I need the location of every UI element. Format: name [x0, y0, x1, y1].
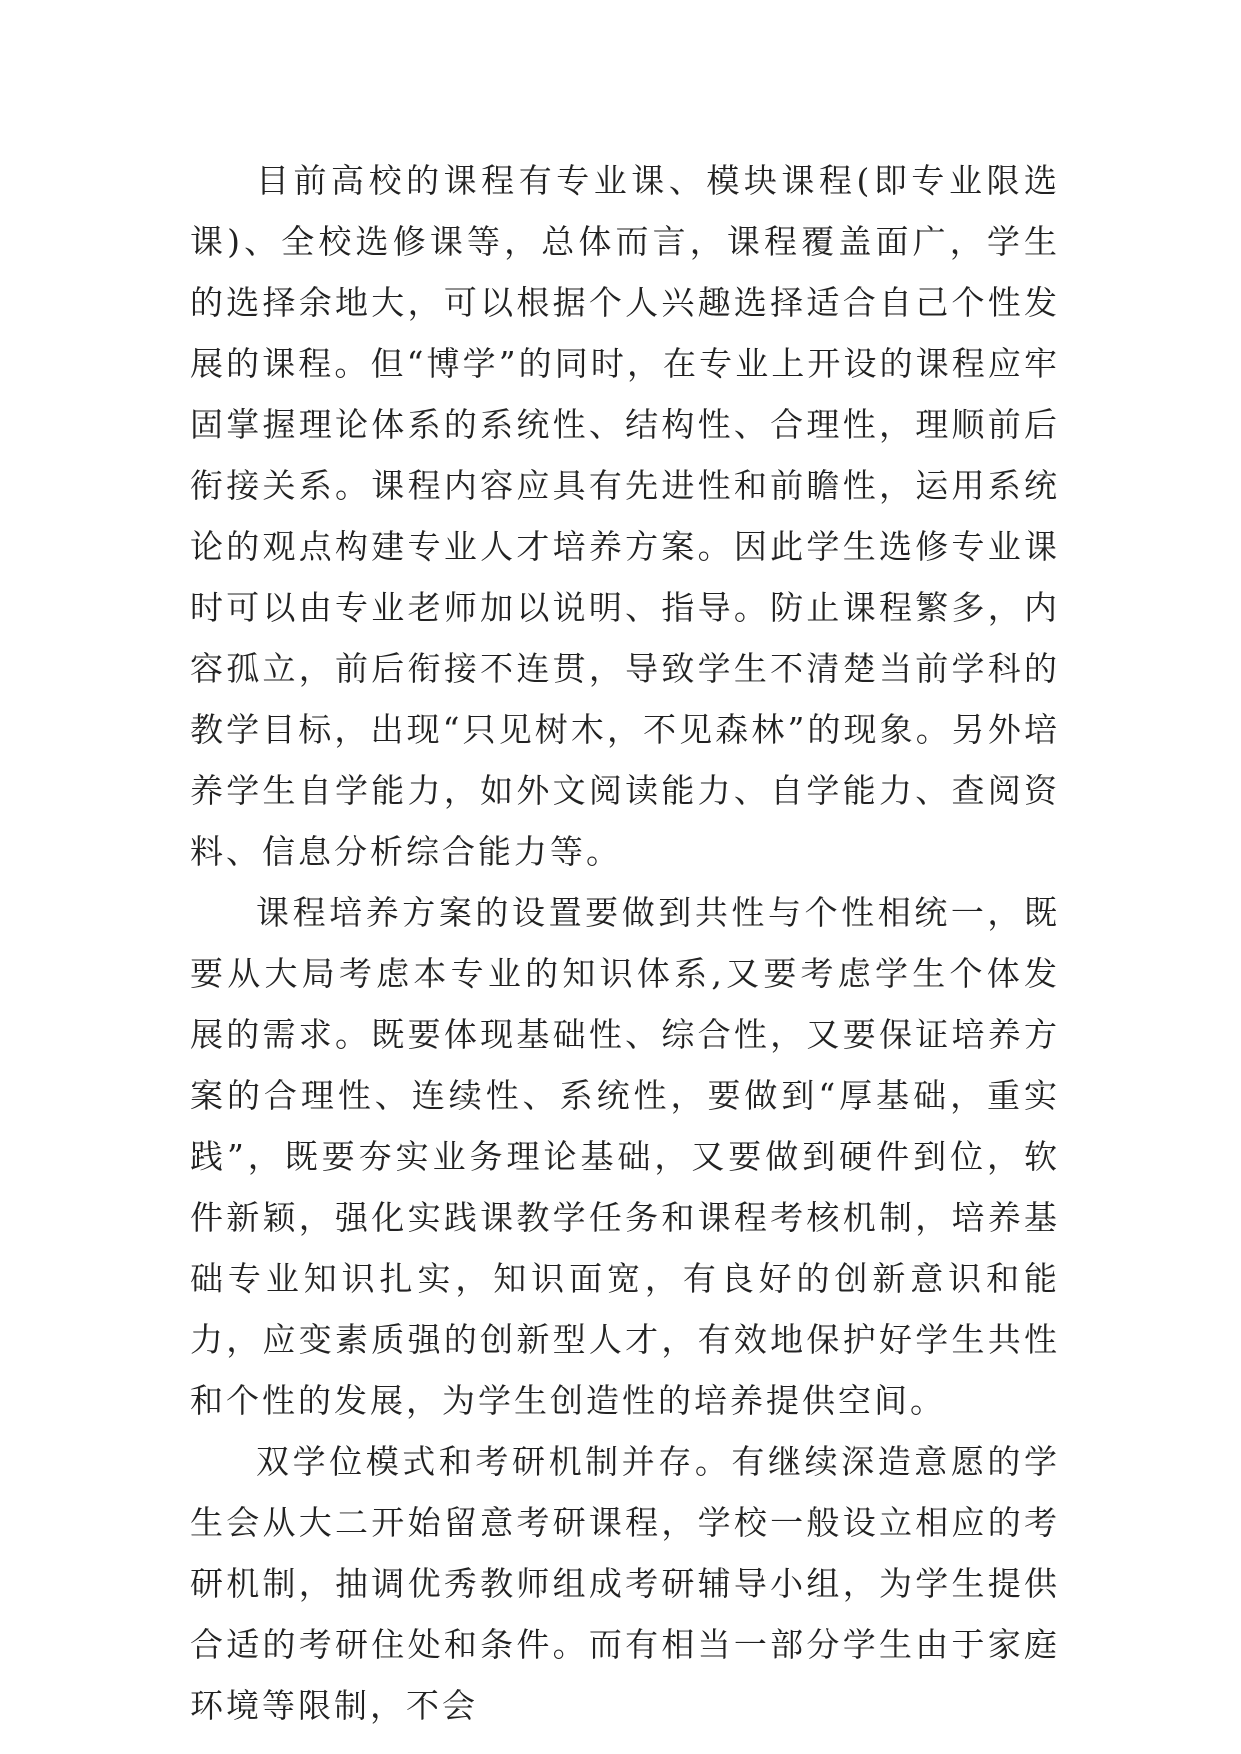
paragraph-2: 课程培养方案的设置要做到共性与个性相统一，既要从大局考虑本专业的知识体系,又要考虑学生个体发展的需求。既要体现基础性、综合性，又要保证培养方案的合理性、连续性、系统性，要做到“厚基础，重实践”，既要夯实业务理论基础，又要做到硬件到位，软件新颖，强化实践课教学任务和课程考核机制，培养基础专业知识扎实，知识面宽，有良好的创新意识和能力，应变素质强的创新型人才，有效地保护好学生共性和个性的发展，为学生创造性的培养提供空间。	[190, 893, 1060, 1420]
paragraph-3: 双学位模式和考研机制并存。有继续深造意愿的学生会从大二开始留意考研课程，学校一般设立相应的考研机制，抽调优秀教师组成考研辅导小组，为学生提供合适的考研住处和条件。而有相当一部分学生由于家庭环境等限制，不会	[190, 1442, 1060, 1725]
paragraph-1: 目前高校的课程有专业课、模块课程(即专业限选课)、全校选修课等，总体而言，课程覆盖面广，学生的选择余地大，可以根据个人兴趣选择适合自己个性发展的课程。但“博学”的同时，在专业上开设的课程应牢固掌握理论体系的系统性、结构性、合理性，理顺前后衔接关系。课程内容应具有先进性和前瞻性，运用系统论的观点构建专业人才培养方案。因此学生选修专业课时可以由专业老师加以说明、指导。防止课程繁多，内容孤立，前后衔接不连贯，导致学生不清楚当前学科的教学目标，出现“只见树木，不见森林”的现象。另外培养学生自学能力，如外文阅读能力、自学能力、查阅资料、信息分析综合能力等。	[190, 161, 1060, 871]
document-body	[190, 150, 1060, 1736]
